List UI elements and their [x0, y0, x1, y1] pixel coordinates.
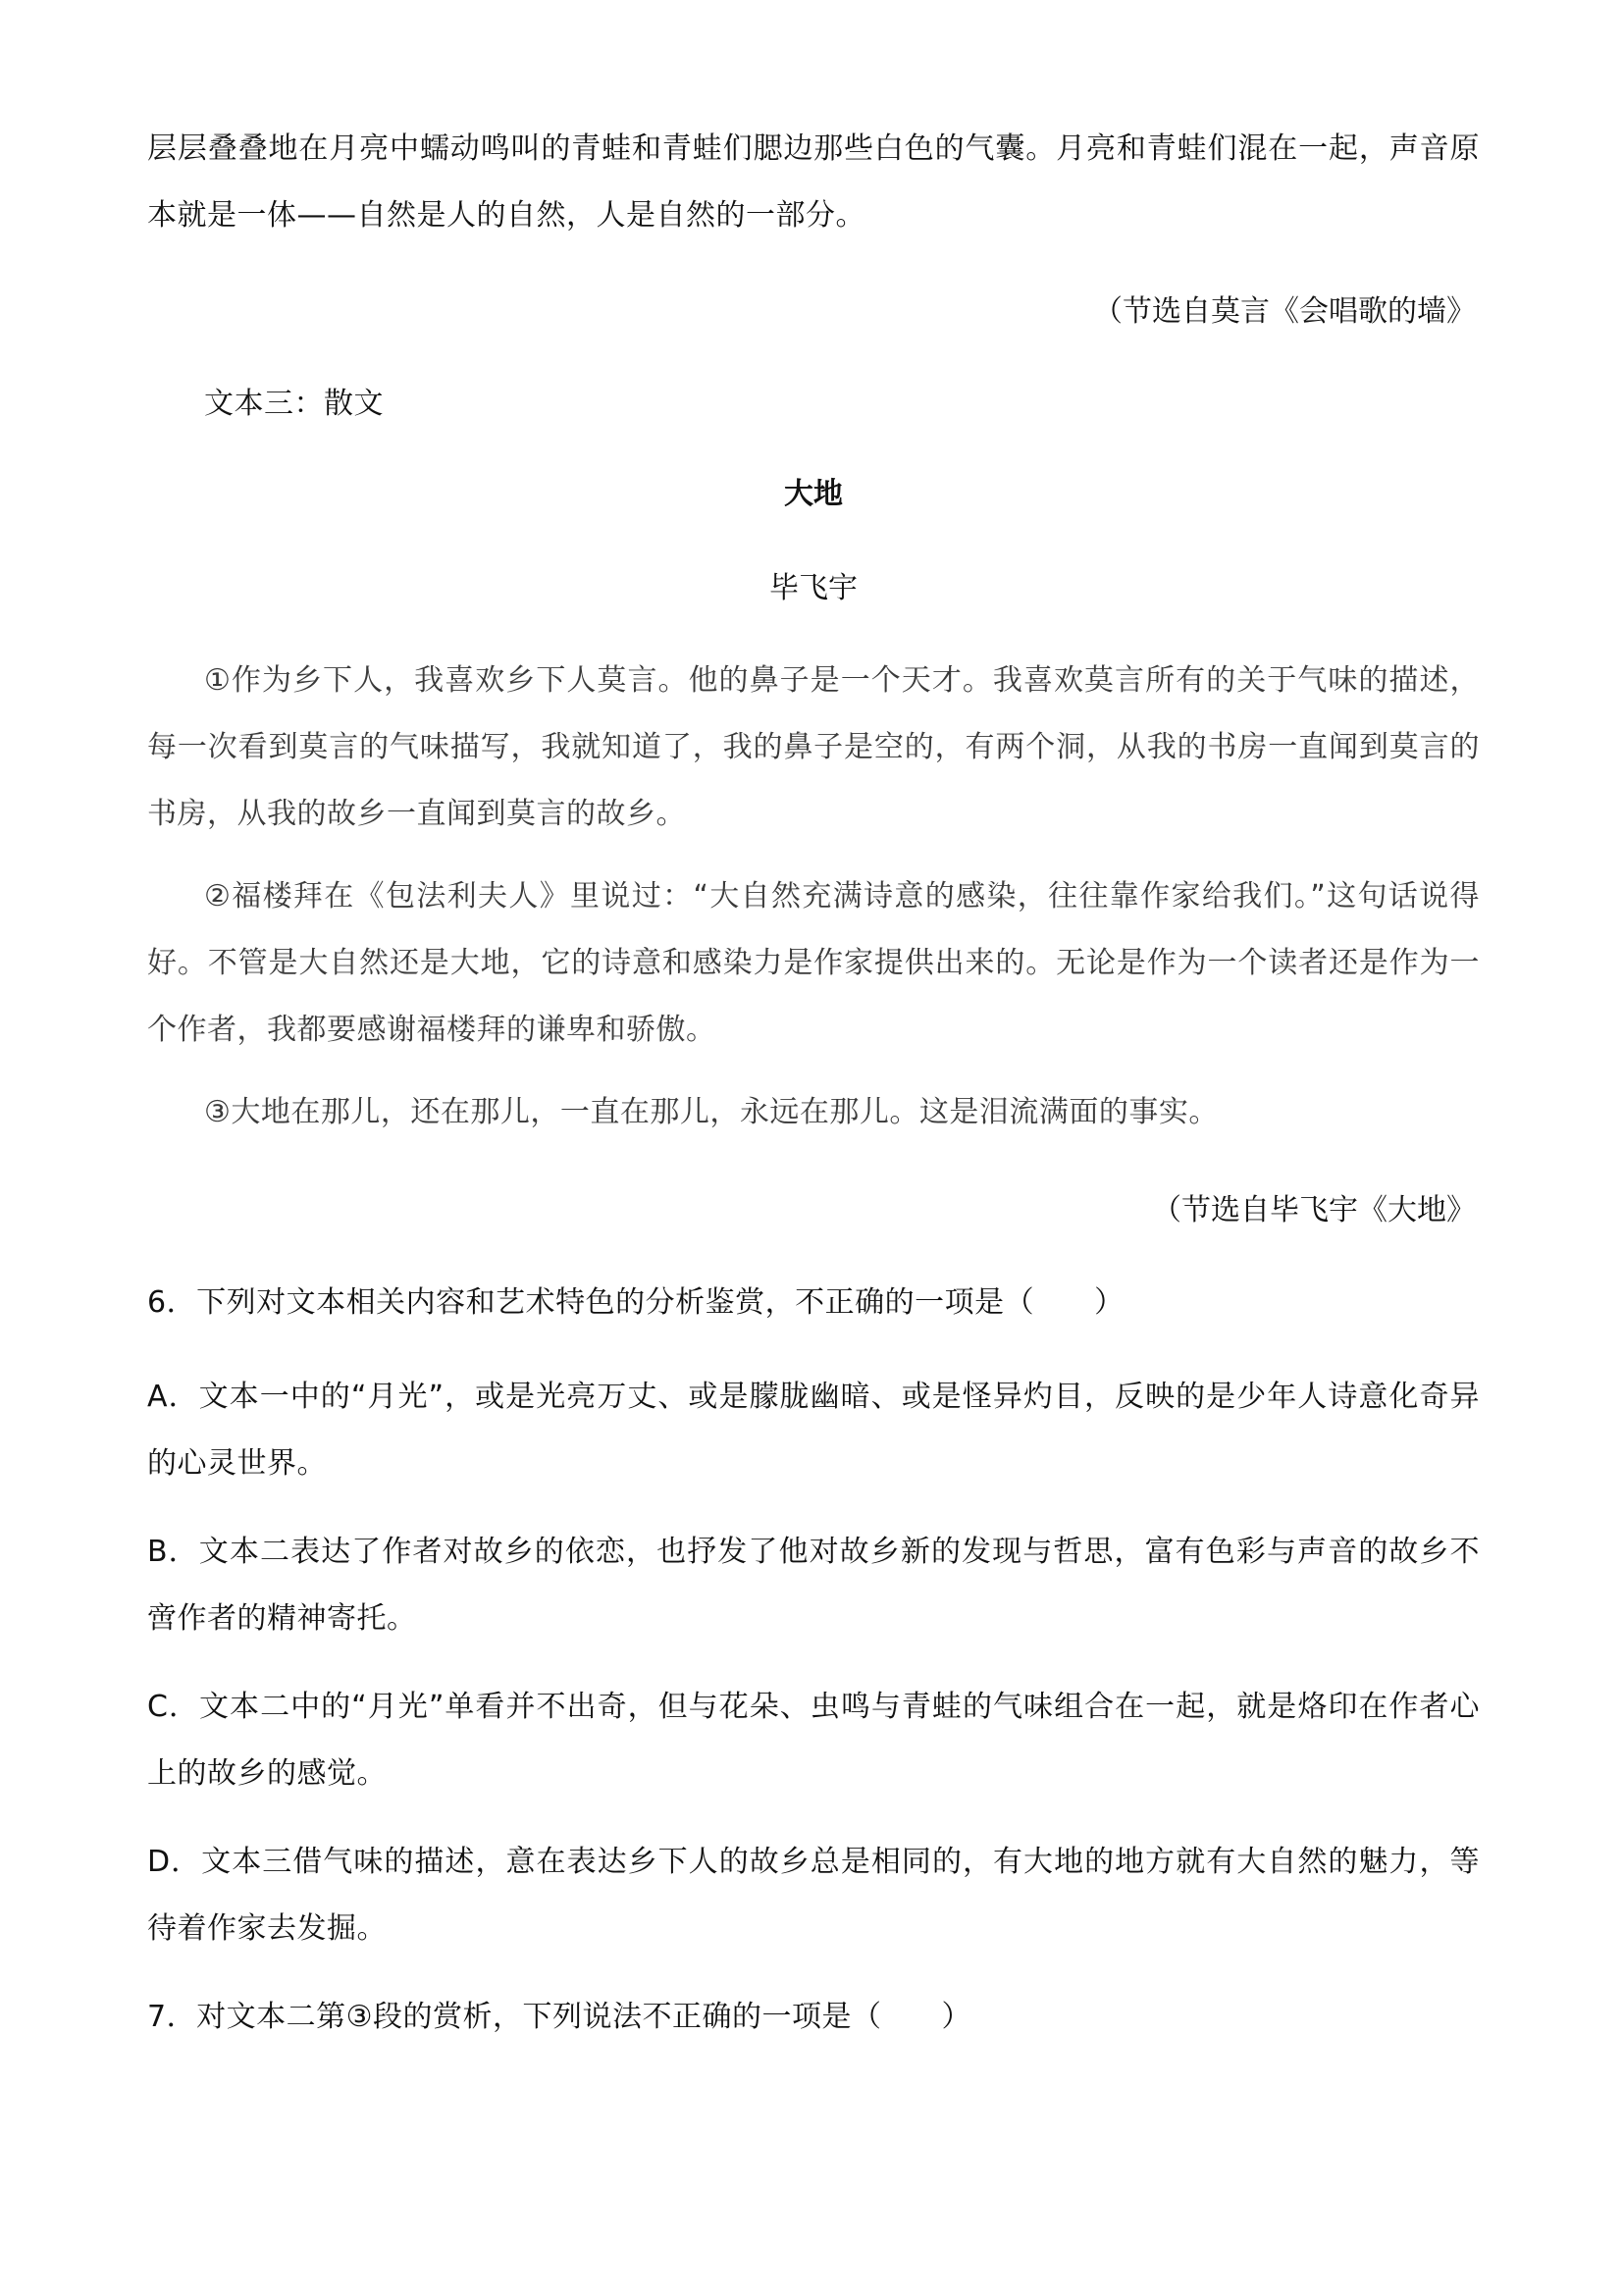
question-6: 6．下列对文本相关内容和艺术特色的分析鉴赏，不正确的一项是（ ） — [147, 1285, 1125, 1320]
question-6-option-a: A．文本一中的“月光”，或是光亮万丈、或是朦胧幽暗、或是怪异灼目，反映的是少年人诗意化奇异的心灵世界。 — [147, 1380, 1480, 1481]
question-7: 7．对文本二第③段的赏析，下列说法不正确的一项是（ ） — [147, 2000, 971, 2034]
text3-paragraph-3: ③大地在那儿，还在那儿，一直在那儿，永远在那儿。这是泪流满面的事实。 — [204, 1095, 1219, 1129]
question-6-option-d: D．文本三借气味的描述，意在表达乡下人的故乡总是相同的，有大地的地方就有大自然的魅力，等待着作家去发掘。 — [147, 1845, 1480, 1946]
text3-title: 大地 — [784, 477, 843, 511]
text2-tail-paragraph: 层层叠叠地在月亮中蠕动鸣叫的青蛙和青蛙们腮边那些白色的气囊。月亮和青蛙们混在一起，声音原本就是一体——自然是人的自然，人是自然的一部分。 — [147, 131, 1480, 233]
text3-paragraph-2: ②福楼拜在《包法利夫人》里说过：“大自然充满诗意的感染，往往靠作家给我们。”这句话说得好。不管是大自然还是大地，它的诗意和感染力是作家提供出来的。无论是作为一个读者还是作为一个作者，我都要感谢福楼拜的谦卑和骄傲。 — [147, 879, 1480, 1047]
question-6-option-b: B．文本二表达了作者对故乡的依恋，也抒发了他对故乡新的发现与哲思，富有色彩与声音的故乡不啻作者的精神寄托。 — [147, 1535, 1480, 1636]
text3-source: （节选自毕飞宇《大地》 — [1152, 1193, 1476, 1227]
text3-paragraph-1: ①作为乡下人，我喜欢乡下人莫言。他的鼻子是一个天才。我喜欢莫言所有的关于气味的描述，每一次看到莫言的气味描写，我就知道了，我的鼻子是空的，有两个洞，从我的书房一直闻到莫言的书房，从我的故乡一直闻到莫言的故乡。 — [147, 663, 1480, 831]
text2-source: （节选自莫言《会唱歌的墙》 — [1093, 294, 1476, 329]
question-6-option-c: C．文本二中的“月光”单看并不出奇，但与花朵、虫鸣与青蛙的气味组合在一起，就是烙印在作者心上的故乡的感觉。 — [147, 1690, 1480, 1791]
text3-author: 毕飞宇 — [769, 571, 858, 605]
text3-label: 文本三：散文 — [204, 387, 384, 421]
